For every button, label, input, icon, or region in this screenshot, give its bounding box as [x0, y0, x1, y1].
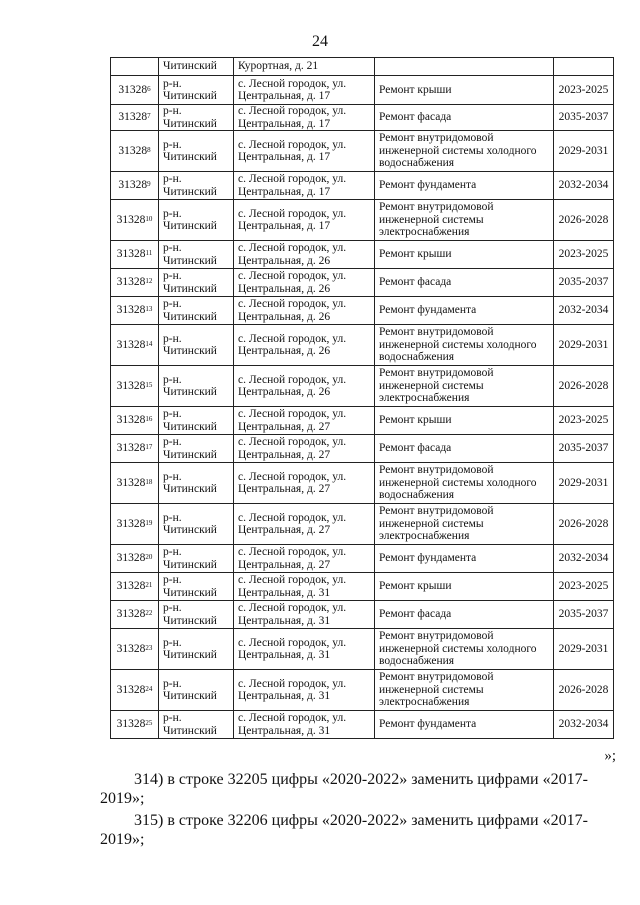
work-cell: Ремонт фасада — [375, 269, 554, 297]
amendment-paragraph-314 — [100, 770, 614, 808]
address-cell: с. Лесной городок, ул. Центральная, д. 17 — [234, 172, 375, 200]
paragraph-line: 314) в строке 32205 цифры «2020-2022» заменить цифрами «2017- — [134, 771, 588, 788]
table-row — [111, 573, 614, 601]
page-number: 24 — [312, 33, 328, 50]
period-cell: 2029-2031 — [554, 463, 614, 504]
work-cell — [375, 58, 554, 76]
code-cell: 31328$^{14}$ — [111, 325, 159, 366]
period-cell: 2026-2028 — [554, 366, 614, 407]
address-cell: с. Лесной городок, ул. Центральная, д. 27 — [234, 463, 375, 504]
work-cell: Ремонт фундамента — [375, 172, 554, 200]
code-cell: 31328$^{23}$ — [111, 629, 159, 670]
paragraph-line: 2019»; — [100, 790, 145, 807]
table-row — [111, 504, 614, 545]
code-cell: 31328$^{15}$ — [111, 366, 159, 407]
work-cell: Ремонт фасада — [375, 105, 554, 131]
table-row — [111, 172, 614, 200]
table-row — [111, 407, 614, 435]
code-cell — [111, 58, 159, 76]
period-cell: 2035-2037 — [554, 269, 614, 297]
region-cell: р-н. Читинский — [159, 545, 234, 573]
address-cell: с. Лесной городок, ул. Центральная, д. 27 — [234, 504, 375, 545]
paragraph-line: 2019»; — [100, 831, 145, 848]
period-cell: 2023-2025 — [554, 407, 614, 435]
address-cell: с. Лесной городок, ул. Центральная, д. 27 — [234, 435, 375, 463]
work-cell: Ремонт внутридомовой инженерной системы электроснабжения — [375, 504, 554, 545]
region-cell: р-н. Читинский — [159, 325, 234, 366]
period-cell: 2026-2028 — [554, 670, 614, 711]
address-cell: с. Лесной городок, ул. Центральная, д. 26 — [234, 241, 375, 269]
period-cell: 2035-2037 — [554, 435, 614, 463]
work-cell: Ремонт крыши — [375, 407, 554, 435]
address-cell: с. Лесной городок, ул. Центральная, д. 27 — [234, 407, 375, 435]
region-cell: р-н. Читинский — [159, 407, 234, 435]
work-cell: Ремонт фундамента — [375, 297, 554, 325]
region-cell: р-н. Читинский — [159, 366, 234, 407]
region-cell: р-н. Читинский — [159, 629, 234, 670]
code-cell: 31328$^{21}$ — [111, 573, 159, 601]
address-cell: Курортная, д. 21 — [234, 58, 375, 76]
address-cell: с. Лесной городок, ул. Центральная, д. 17 — [234, 200, 375, 241]
address-cell: с. Лесной городок, ул. Центральная, д. 31 — [234, 670, 375, 711]
table-row — [111, 200, 614, 241]
address-cell: с. Лесной городок, ул. Центральная, д. 17 — [234, 105, 375, 131]
table-row — [111, 545, 614, 573]
table-row — [111, 711, 614, 739]
period-cell: 2032-2034 — [554, 297, 614, 325]
address-cell: с. Лесной городок, ул. Центральная, д. 31 — [234, 601, 375, 629]
region-cell: р-н. Читинский — [159, 172, 234, 200]
region-cell: р-н. Читинский — [159, 601, 234, 629]
work-cell: Ремонт фундамента — [375, 545, 554, 573]
address-cell: с. Лесной городок, ул. Центральная, д. 26 — [234, 297, 375, 325]
table-row — [111, 366, 614, 407]
region-cell: Читинский — [159, 58, 234, 76]
code-cell: 31328$^{12}$ — [111, 269, 159, 297]
table-row — [111, 131, 614, 172]
period-cell: 2023-2025 — [554, 76, 614, 105]
region-cell: р-н. Читинский — [159, 105, 234, 131]
address-cell: с. Лесной городок, ул. Центральная, д. 17 — [234, 76, 375, 105]
period-cell: 2035-2037 — [554, 601, 614, 629]
work-cell: Ремонт внутридомовой инженерной системы электроснабжения — [375, 200, 554, 241]
address-cell: с. Лесной городок, ул. Центральная, д. 27 — [234, 545, 375, 573]
table-row — [111, 241, 614, 269]
work-cell: Ремонт внутридомовой инженерной системы холодного водоснабжения — [375, 325, 554, 366]
code-cell: 31328$^{13}$ — [111, 297, 159, 325]
table-row — [111, 269, 614, 297]
period-cell: 2023-2025 — [554, 573, 614, 601]
region-cell: р-н. Читинский — [159, 269, 234, 297]
code-cell: 31328$^8$ — [111, 131, 159, 172]
code-cell: 31328$^{22}$ — [111, 601, 159, 629]
code-cell: 31328$^{17}$ — [111, 435, 159, 463]
region-cell: р-н. Читинский — [159, 670, 234, 711]
code-cell: 31328$^{11}$ — [111, 241, 159, 269]
code-cell: 31328$^{24}$ — [111, 670, 159, 711]
region-cell: р-н. Читинский — [159, 435, 234, 463]
code-cell: 31328$^{25}$ — [111, 711, 159, 739]
period-cell: 2032-2034 — [554, 545, 614, 573]
period-cell: 2026-2028 — [554, 504, 614, 545]
region-cell: р-н. Читинский — [159, 504, 234, 545]
region-cell: р-н. Читинский — [159, 241, 234, 269]
address-cell: с. Лесной городок, ул. Центральная, д. 26 — [234, 366, 375, 407]
region-cell: р-н. Читинский — [159, 131, 234, 172]
repair-schedule-table — [110, 57, 614, 739]
code-cell: 31328$^{20}$ — [111, 545, 159, 573]
period-cell: 2026-2028 — [554, 200, 614, 241]
work-cell: Ремонт крыши — [375, 241, 554, 269]
code-cell: 31328$^7$ — [111, 105, 159, 131]
period-cell: 2032-2034 — [554, 172, 614, 200]
period-cell: 2029-2031 — [554, 131, 614, 172]
region-cell: р-н. Читинский — [159, 200, 234, 241]
region-cell: р-н. Читинский — [159, 711, 234, 739]
work-cell: Ремонт внутридомовой инженерной системы электроснабжения — [375, 366, 554, 407]
table-row — [111, 629, 614, 670]
period-cell: 2029-2031 — [554, 629, 614, 670]
work-cell: Ремонт фасада — [375, 435, 554, 463]
work-cell: Ремонт внутридомовой инженерной системы электроснабжения — [375, 670, 554, 711]
closing-quote: »; — [604, 748, 616, 764]
address-cell: с. Лесной городок, ул. Центральная, д. 31 — [234, 573, 375, 601]
address-cell: с. Лесной городок, ул. Центральная, д. 17 — [234, 131, 375, 172]
work-cell: Ремонт внутридомовой инженерной системы холодного водоснабжения — [375, 131, 554, 172]
code-cell: 31328$^{19}$ — [111, 504, 159, 545]
table-row — [111, 76, 614, 105]
region-cell: р-н. Читинский — [159, 573, 234, 601]
code-cell: 31328$^9$ — [111, 172, 159, 200]
work-cell: Ремонт внутридомовой инженерной системы холодного водоснабжения — [375, 629, 554, 670]
table-row — [111, 463, 614, 504]
work-cell: Ремонт фасада — [375, 601, 554, 629]
period-cell: 2029-2031 — [554, 325, 614, 366]
region-cell: р-н. Читинский — [159, 463, 234, 504]
table-row — [111, 670, 614, 711]
table-row-continued — [111, 58, 614, 76]
address-cell: с. Лесной городок, ул. Центральная, д. 26 — [234, 325, 375, 366]
code-cell: 31328$^{16}$ — [111, 407, 159, 435]
region-cell: р-н. Читинский — [159, 76, 234, 105]
period-cell: 2023-2025 — [554, 241, 614, 269]
address-cell: с. Лесной городок, ул. Центральная, д. 31 — [234, 629, 375, 670]
code-cell: 31328$^{10}$ — [111, 200, 159, 241]
address-cell: с. Лесной городок, ул. Центральная, д. 31 — [234, 711, 375, 739]
table-row — [111, 297, 614, 325]
period-cell — [554, 58, 614, 76]
code-cell: 31328$^{18}$ — [111, 463, 159, 504]
period-cell: 2032-2034 — [554, 711, 614, 739]
paragraph-line: 315) в строке 32206 цифры «2020-2022» заменить цифрами «2017- — [134, 812, 588, 829]
table-row — [111, 325, 614, 366]
table-row — [111, 435, 614, 463]
work-cell: Ремонт фундамента — [375, 711, 554, 739]
work-cell: Ремонт крыши — [375, 573, 554, 601]
address-cell: с. Лесной городок, ул. Центральная, д. 26 — [234, 269, 375, 297]
period-cell: 2035-2037 — [554, 105, 614, 131]
amendment-paragraph-315 — [100, 811, 614, 849]
table-row — [111, 601, 614, 629]
work-cell: Ремонт крыши — [375, 76, 554, 105]
code-cell: 31328$^6$ — [111, 76, 159, 105]
work-cell: Ремонт внутридомовой инженерной системы холодного водоснабжения — [375, 463, 554, 504]
table-row — [111, 105, 614, 131]
region-cell: р-н. Читинский — [159, 297, 234, 325]
